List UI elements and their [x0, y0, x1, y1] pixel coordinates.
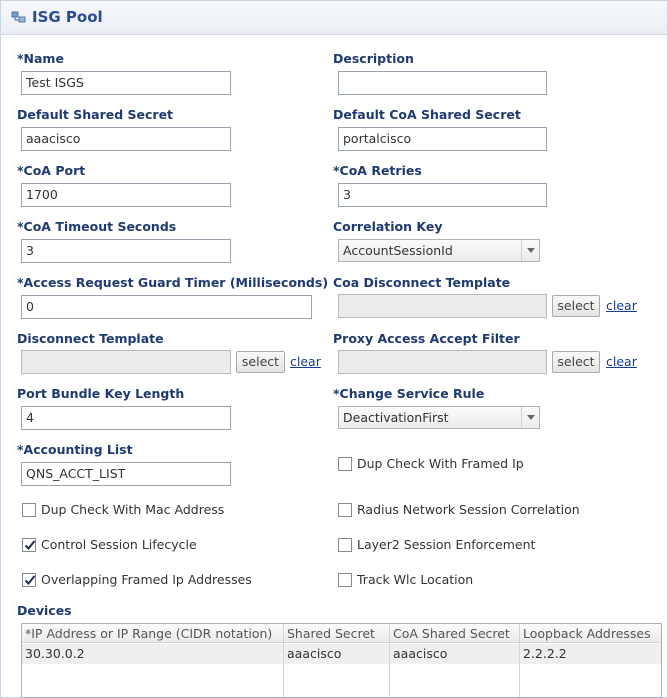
- devices-table-header: [22, 624, 661, 643]
- column-header-shared-secret[interactable]: Shared Secret: [287, 626, 375, 641]
- dup-check-mac-checkbox[interactable]: [22, 503, 36, 517]
- coa-disconnect-template-input: [338, 294, 547, 318]
- layer2-session-enforcement-label: Layer2 Session Enforcement: [357, 537, 536, 552]
- column-divider: [389, 624, 390, 697]
- coa-retries-label: *CoA Retries: [333, 163, 422, 178]
- change-service-rule-label: *Change Service Rule: [333, 386, 485, 401]
- accounting-list-label: *Accounting List: [17, 442, 133, 457]
- overlapping-framed-ip-label: Overlapping Framed Ip Addresses: [41, 572, 252, 587]
- description-input[interactable]: [338, 71, 547, 95]
- coa-timeout-seconds-label: *CoA Timeout Seconds: [17, 219, 177, 234]
- control-session-lifecycle-label: Control Session Lifecycle: [41, 537, 197, 552]
- column-header-ip-address[interactable]: *IP Address or IP Range (CIDR notation): [25, 626, 273, 641]
- correlation-key-label: Correlation Key: [333, 219, 443, 234]
- disconnect-template-clear-link[interactable]: clear: [290, 354, 321, 369]
- disconnect-template-select-button[interactable]: select: [236, 351, 285, 373]
- table-row[interactable]: [22, 644, 661, 664]
- radius-network-session-correlation-checkbox[interactable]: [338, 503, 352, 517]
- default-shared-secret-input[interactable]: aaacisco: [21, 127, 231, 151]
- proxy-access-accept-filter-select-button[interactable]: select: [552, 351, 600, 373]
- dup-check-framed-ip-label: Dup Check With Framed Ip: [357, 456, 524, 471]
- column-header-coa-shared-secret[interactable]: CoA Shared Secret: [393, 626, 510, 641]
- default-coa-shared-secret-label: Default CoA Shared Secret: [333, 107, 521, 122]
- table-cell-ip-address: 30.30.0.2: [25, 646, 85, 661]
- page-title: ISG Pool: [32, 8, 103, 26]
- track-wlc-location-checkbox[interactable]: [338, 573, 352, 587]
- track-wlc-location-label: Track Wlc Location: [357, 572, 474, 587]
- control-session-lifecycle-checkbox[interactable]: [22, 538, 36, 552]
- coa-disconnect-template-label: Coa Disconnect Template: [333, 275, 511, 290]
- pool-icon: [11, 11, 27, 25]
- radius-network-session-correlation-label: Radius Network Session Correlation: [357, 502, 580, 517]
- default-coa-shared-secret-input[interactable]: portalcisco: [338, 127, 547, 151]
- table-cell-coa-shared-secret: aaacisco: [393, 646, 448, 661]
- disconnect-template-label: Disconnect Template: [17, 331, 164, 346]
- coa-port-label: *CoA Port: [17, 163, 86, 178]
- dup-check-framed-ip-checkbox[interactable]: [338, 457, 352, 471]
- checkmark-icon: [24, 574, 36, 586]
- port-bundle-key-length-input[interactable]: 4: [21, 406, 231, 430]
- column-divider: [283, 624, 284, 697]
- coa-port-input[interactable]: 1700: [21, 183, 231, 207]
- coa-timeout-seconds-input[interactable]: 3: [21, 239, 231, 263]
- coa-retries-input[interactable]: 3: [338, 183, 547, 207]
- column-divider: [519, 624, 520, 697]
- devices-label: Devices: [17, 603, 72, 618]
- accounting-list-input[interactable]: QNS_ACCT_LIST: [21, 462, 231, 486]
- table-cell-shared-secret: aaacisco: [287, 646, 342, 661]
- chevron-down-icon[interactable]: [521, 407, 539, 428]
- disconnect-template-input: [21, 350, 231, 374]
- change-service-rule-value: DeactivationFirst: [343, 410, 449, 425]
- proxy-access-accept-filter-clear-link[interactable]: clear: [606, 354, 637, 369]
- name-input[interactable]: Test ISGS: [21, 71, 231, 95]
- proxy-access-accept-filter-label: Proxy Access Accept Filter: [333, 331, 520, 346]
- devices-table[interactable]: [21, 623, 662, 698]
- column-header-loopback-addresses[interactable]: Loopback Addresses: [523, 626, 651, 641]
- port-bundle-key-length-label: Port Bundle Key Length: [17, 386, 185, 401]
- coa-disconnect-template-clear-link[interactable]: clear: [606, 298, 637, 313]
- table-cell-loopback-addresses: 2.2.2.2: [523, 646, 567, 661]
- default-shared-secret-label: Default Shared Secret: [17, 107, 174, 122]
- access-request-guard-timer-label: *Access Request Guard Timer (Milliseconds): [17, 275, 329, 290]
- dup-check-mac-label: Dup Check With Mac Address: [41, 502, 225, 517]
- correlation-key-select[interactable]: [338, 239, 540, 262]
- correlation-key-value: AccountSessionId: [343, 243, 453, 258]
- name-label: *Name: [17, 51, 64, 66]
- chevron-down-icon[interactable]: [521, 240, 539, 261]
- description-label: Description: [333, 51, 414, 66]
- overlapping-framed-ip-checkbox[interactable]: [22, 573, 36, 587]
- panel-header: [1, 1, 667, 35]
- proxy-access-accept-filter-input: [338, 350, 547, 374]
- access-request-guard-timer-input[interactable]: 0: [21, 295, 312, 319]
- layer2-session-enforcement-checkbox[interactable]: [338, 538, 352, 552]
- checkmark-icon: [24, 539, 36, 551]
- coa-disconnect-template-select-button[interactable]: select: [552, 295, 600, 317]
- change-service-rule-select[interactable]: [338, 406, 540, 429]
